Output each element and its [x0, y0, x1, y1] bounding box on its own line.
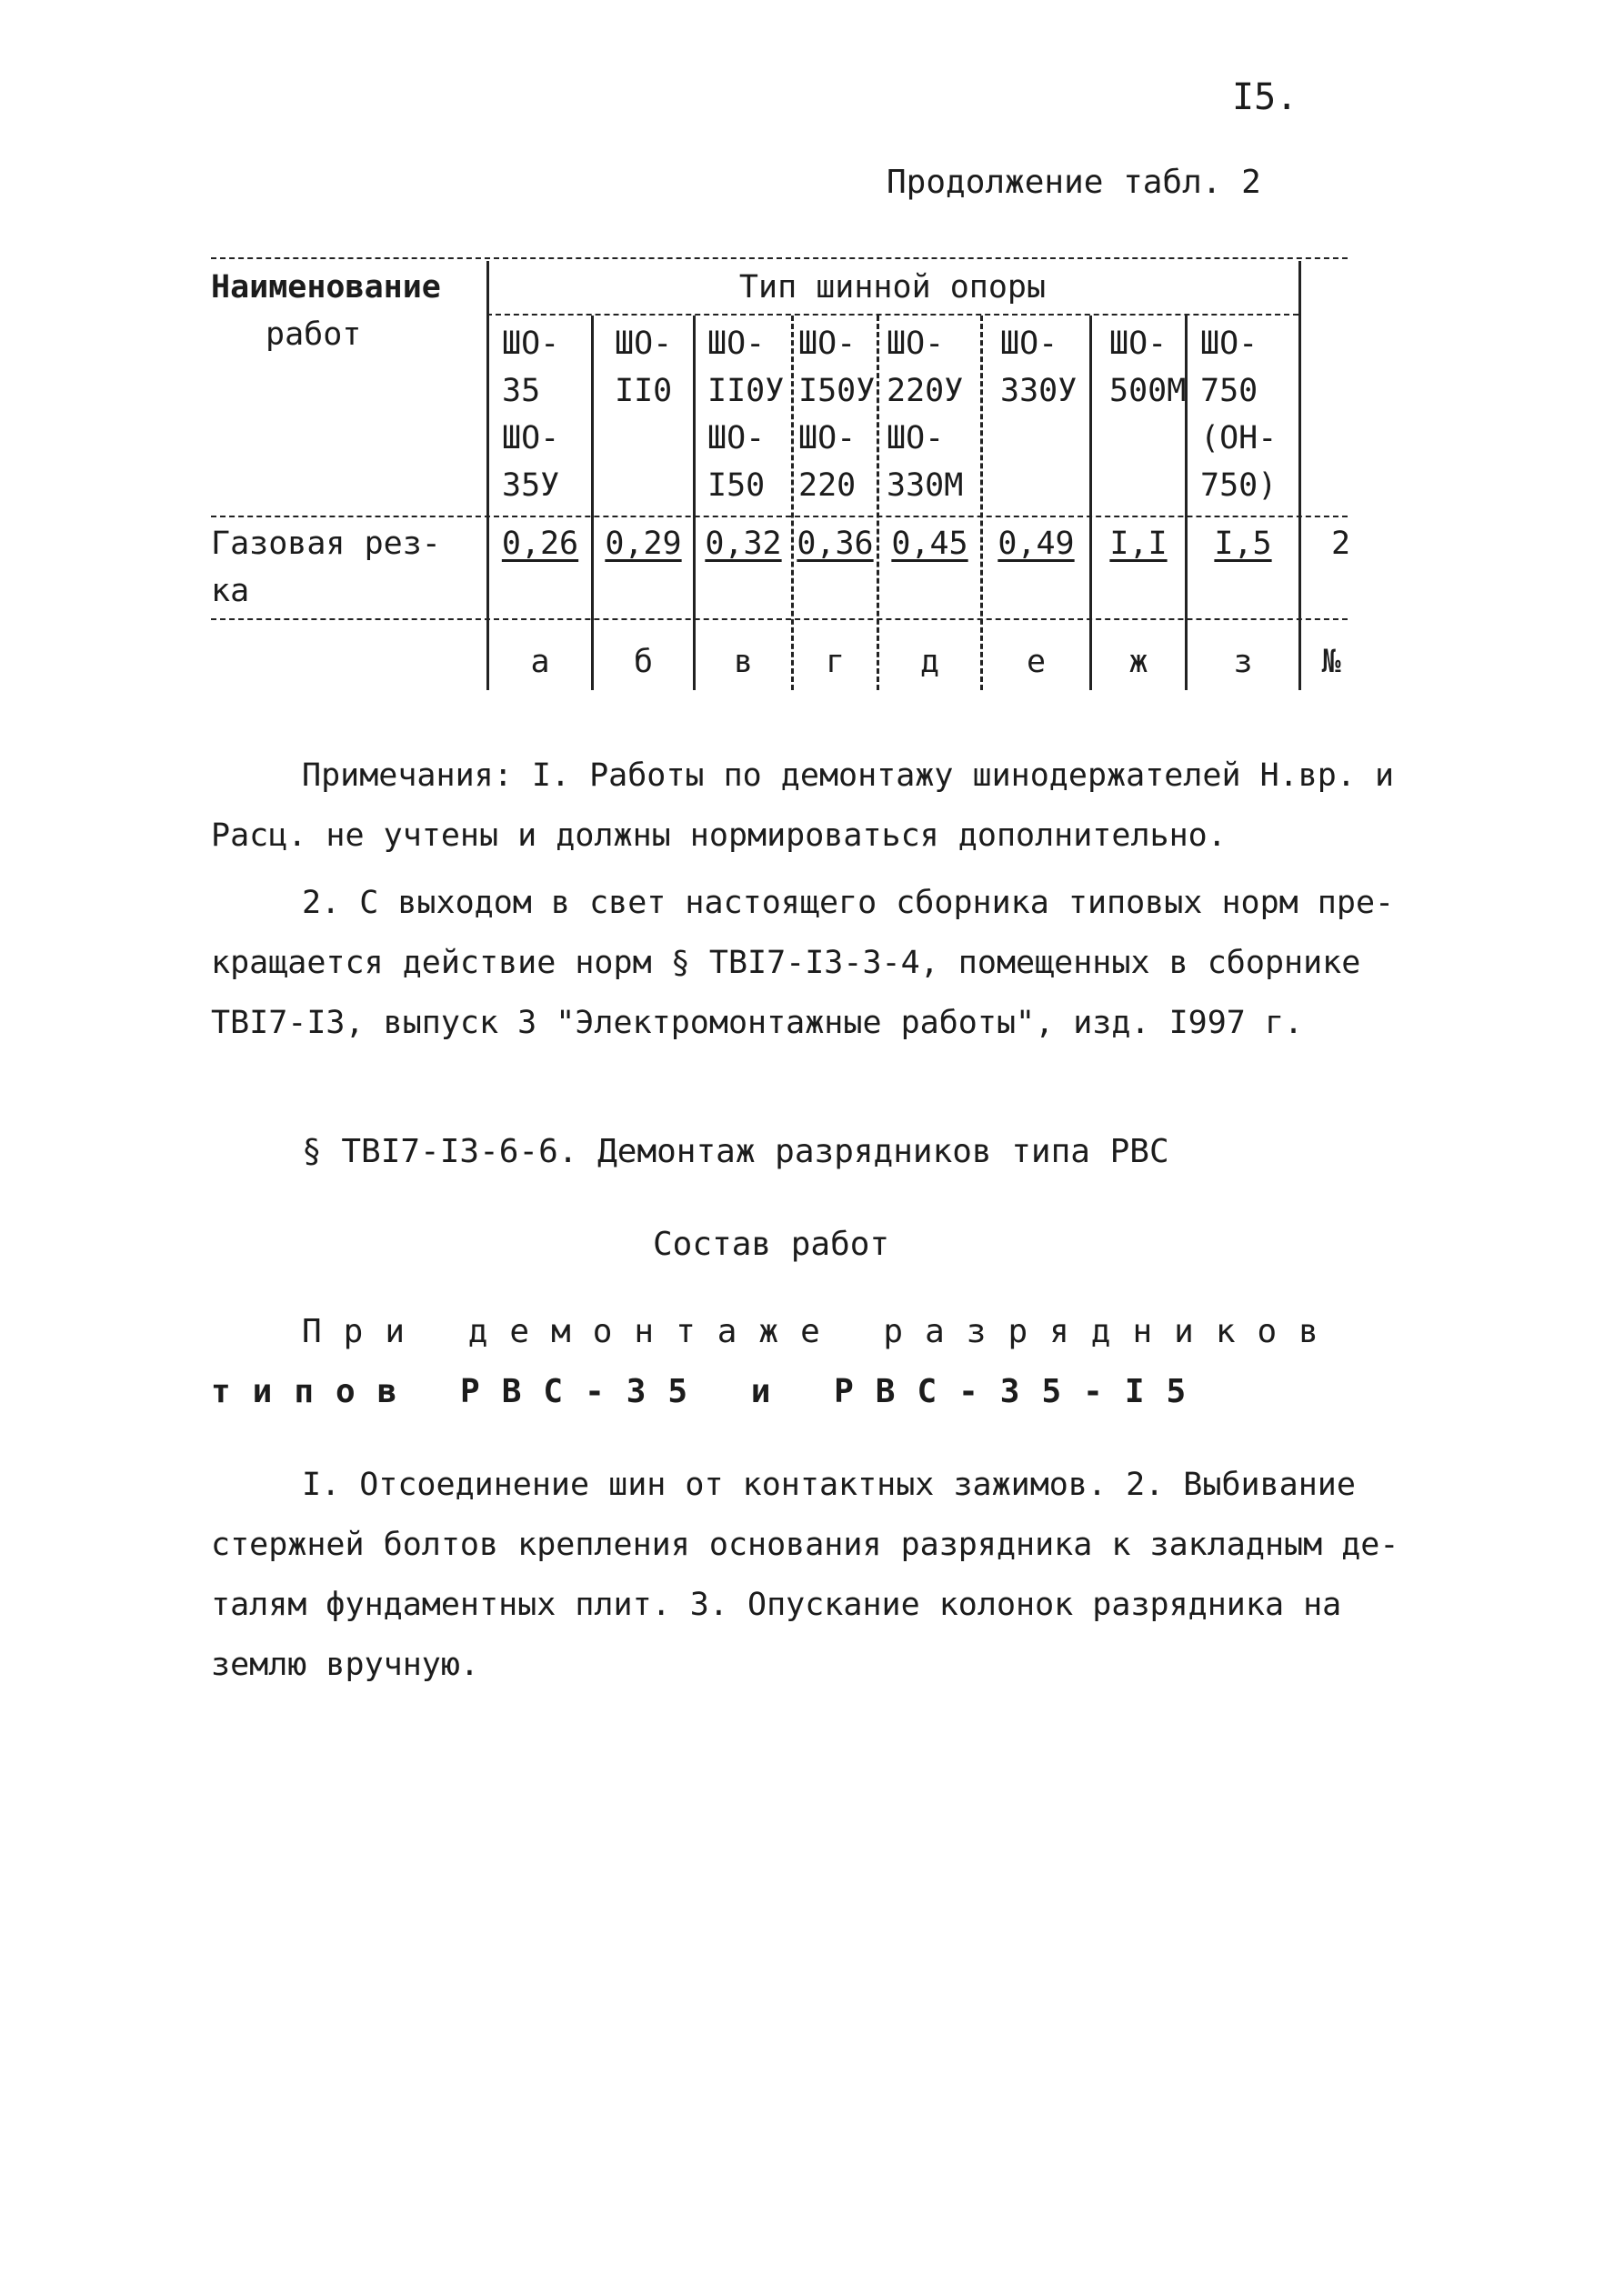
column-header-6: ШО- 330У	[1000, 326, 1078, 409]
column-letter: д	[919, 644, 940, 680]
column-header-5: ШО- 220У ШО- 330М	[887, 326, 964, 504]
row-header-line2: работ	[266, 316, 362, 353]
table-cell-value: 0,32	[705, 526, 782, 562]
table-vline-left	[486, 261, 489, 690]
section-title: § ТВI7-I3-6-6. Демонтаж разрядников типа РВС	[302, 1133, 1169, 1170]
table-vline	[591, 316, 594, 690]
column-letter: а	[530, 644, 550, 680]
row-bottom-rule	[211, 618, 1348, 620]
note-1-cont: Расц. не учтены и должны нормироваться дополнительно.	[211, 817, 1227, 854]
note-1: Примечания: I. Работы по демонтажу шинодержателей Н.вр. и	[302, 757, 1395, 794]
table-vline	[693, 316, 696, 690]
table-cell-value: 0,26	[501, 526, 579, 562]
table-caption: Продолжение табл. 2	[887, 164, 1261, 201]
work-text-cont: стержней болтов крепления основания разрядника к закладным де- талям фундаментных плит. 3. Опускание колонок разрядника на землю вручную.	[211, 1527, 1399, 1683]
row-label: Газовая рез- ка	[211, 526, 441, 609]
row-header-line1: Наименование	[211, 269, 441, 306]
table-vline	[791, 316, 794, 690]
table-cell-value: I,I	[1109, 526, 1168, 562]
table-cell-value: 0,29	[605, 526, 682, 562]
subheading-line1: При демонтаже разрядников	[302, 1313, 1340, 1350]
table-cell-value: I,5	[1214, 526, 1272, 562]
column-letter: з	[1233, 644, 1253, 680]
number-column-letter: №	[1321, 644, 1341, 680]
table-vline-right	[1298, 261, 1301, 690]
column-letter: г	[825, 644, 846, 680]
table-cell-value: 0,49	[997, 526, 1075, 562]
column-header-7: ШО- 500М	[1109, 326, 1187, 409]
note-2: 2. С выходом в свет настоящего сборника типовых норм пре-	[302, 885, 1395, 921]
column-header-3: ШО- II0У ШО- I50	[707, 326, 785, 504]
column-header-2: ШО- II0	[615, 326, 673, 409]
column-letter: в	[733, 644, 754, 680]
column-letter: ж	[1128, 644, 1148, 680]
table-cell-value: 0,36	[797, 526, 874, 562]
group-header: Тип шинной опоры	[738, 269, 1047, 306]
note-2-cont: кращается действие норм § ТВI7-I3-3-4, помещенных в сборнике ТВI7-I3, выпуск 3 "Электромонтажные работы", изд. I997 г.	[211, 945, 1361, 1041]
column-letter: е	[1026, 644, 1047, 680]
table-vline	[980, 316, 983, 690]
table-vline	[1089, 316, 1092, 690]
row-number: 2	[1331, 526, 1351, 562]
composition-title: Состав работ	[653, 1226, 890, 1263]
page-number: I5.	[1232, 76, 1298, 118]
group-header-rule	[486, 314, 1298, 316]
header-bottom-rule	[211, 516, 1348, 517]
column-header-8: ШО- 750 (ОН- 750)	[1200, 326, 1278, 504]
column-header-4: ШО- I50У ШО- 220	[798, 326, 876, 504]
table-cell-value: 0,45	[891, 526, 968, 562]
column-header-1: ШО- 35 ШО- 35У	[502, 326, 560, 504]
column-letter: б	[633, 644, 654, 680]
work-text: I. Отсоединение шин от контактных зажимов. 2. Выбивание	[302, 1467, 1356, 1503]
table-top-rule	[211, 257, 1348, 259]
table-vline	[877, 316, 879, 690]
subheading-line2: типов РВС-35 и РВС-35-I5	[211, 1373, 1208, 1410]
